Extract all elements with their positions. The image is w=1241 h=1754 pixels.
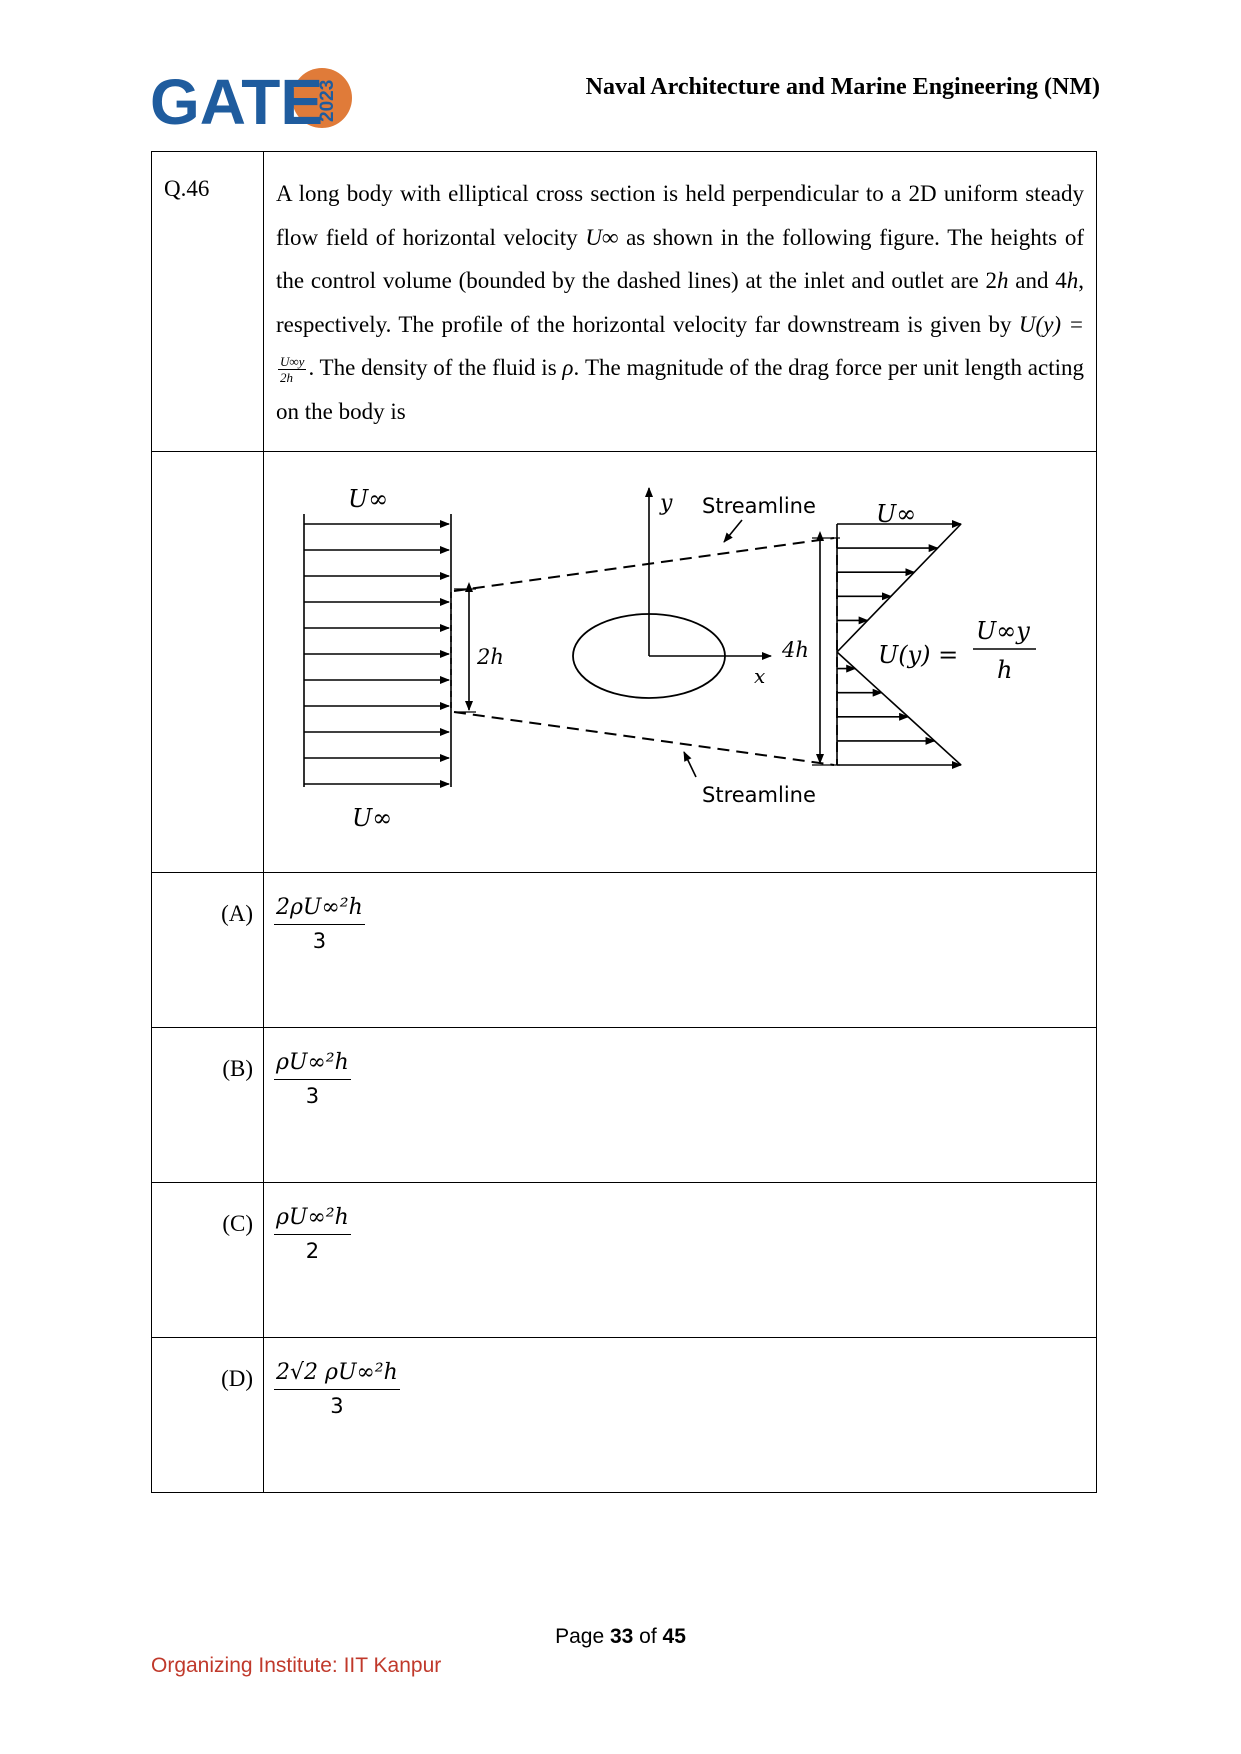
u-inf-bottom-left-label: U∞: [352, 804, 393, 832]
control-volume-diagram: [264, 452, 1097, 870]
option-row-b: [152, 1028, 1097, 1183]
question-table: [151, 151, 1097, 1493]
page-number: Page 33 of 45: [555, 1625, 686, 1648]
streamline-bottom-pointer: [684, 752, 696, 777]
gate-2023-logo: [150, 60, 360, 138]
question-row: [152, 152, 1097, 452]
bottom-streamline: [454, 712, 834, 765]
option-b[interactable]: $\frac{\text{ρU∞²h}}{3}$: [264, 1028, 1097, 1183]
profile-upper-line: [837, 524, 961, 652]
option-row-a: [152, 873, 1097, 1028]
flow-figure: [264, 452, 1097, 873]
streamline-top-label: Streamline: [702, 494, 816, 518]
u-inf-top-left-label: U∞: [348, 485, 389, 513]
top-streamline: [454, 538, 834, 591]
organizing-institute: Organizing Institute: IIT Kanpur: [151, 1654, 442, 1677]
streamline-bottom-label: Streamline: [702, 783, 816, 807]
subject-title: Naval Architecture and Marine Engineering (NM): [585, 74, 1100, 100]
figure-row: [152, 452, 1097, 873]
velocity-profile-fraction: $\frac{U\infty y}{2h}$: [280, 354, 305, 386]
option-b-label: (B): [152, 1028, 264, 1183]
logo-text: GATE: [150, 66, 324, 138]
option-a-label: (A): [152, 873, 264, 1028]
option-row-c: [152, 1183, 1097, 1338]
profile-denominator-label: h: [997, 656, 1013, 684]
question-text: A long body with elliptical cross section is held perpendicular to a 2D uniform steady flow field of horizontal velocity U∞ as shown in the following figure. The heights of the control volume (bounded by the dashed lines) at the inlet and outlet are 2h and 4h, respectively. The profile of the horizontal velocity far downstream is given by U(y) = $\frac{U\infty y}{2h}$ . The density of the fluid is ρ. The magnitude of the drag force per unit length acting on the body is: [264, 152, 1097, 452]
profile-numerator-label: U∞y: [976, 617, 1030, 645]
logo-year: 2023: [317, 79, 338, 122]
x-axis-label: x: [754, 664, 766, 688]
profile-lhs-label: U(y) =: [878, 641, 959, 669]
option-d-label: (D): [152, 1338, 264, 1493]
inflow-arrows: [304, 524, 449, 784]
option-d[interactable]: $\frac{\text{2√2 ρU∞²h}}{3}$: [264, 1338, 1097, 1493]
y-axis-label: y: [660, 491, 673, 516]
question-number: Q.46: [152, 152, 264, 452]
outlet-height-label: 4h: [782, 638, 809, 662]
streamline-top-pointer: [724, 520, 742, 542]
u-inf-top-right-label: U∞: [876, 500, 917, 528]
inlet-height-label: 2h: [477, 645, 504, 669]
option-c-label: (C): [152, 1183, 264, 1338]
option-row-d: [152, 1338, 1097, 1493]
option-c[interactable]: $\frac{\text{ρU∞²h}}{2}$: [264, 1183, 1097, 1338]
option-a[interactable]: $\frac{\text{2ρU∞²h}}{3}$: [264, 873, 1097, 1028]
